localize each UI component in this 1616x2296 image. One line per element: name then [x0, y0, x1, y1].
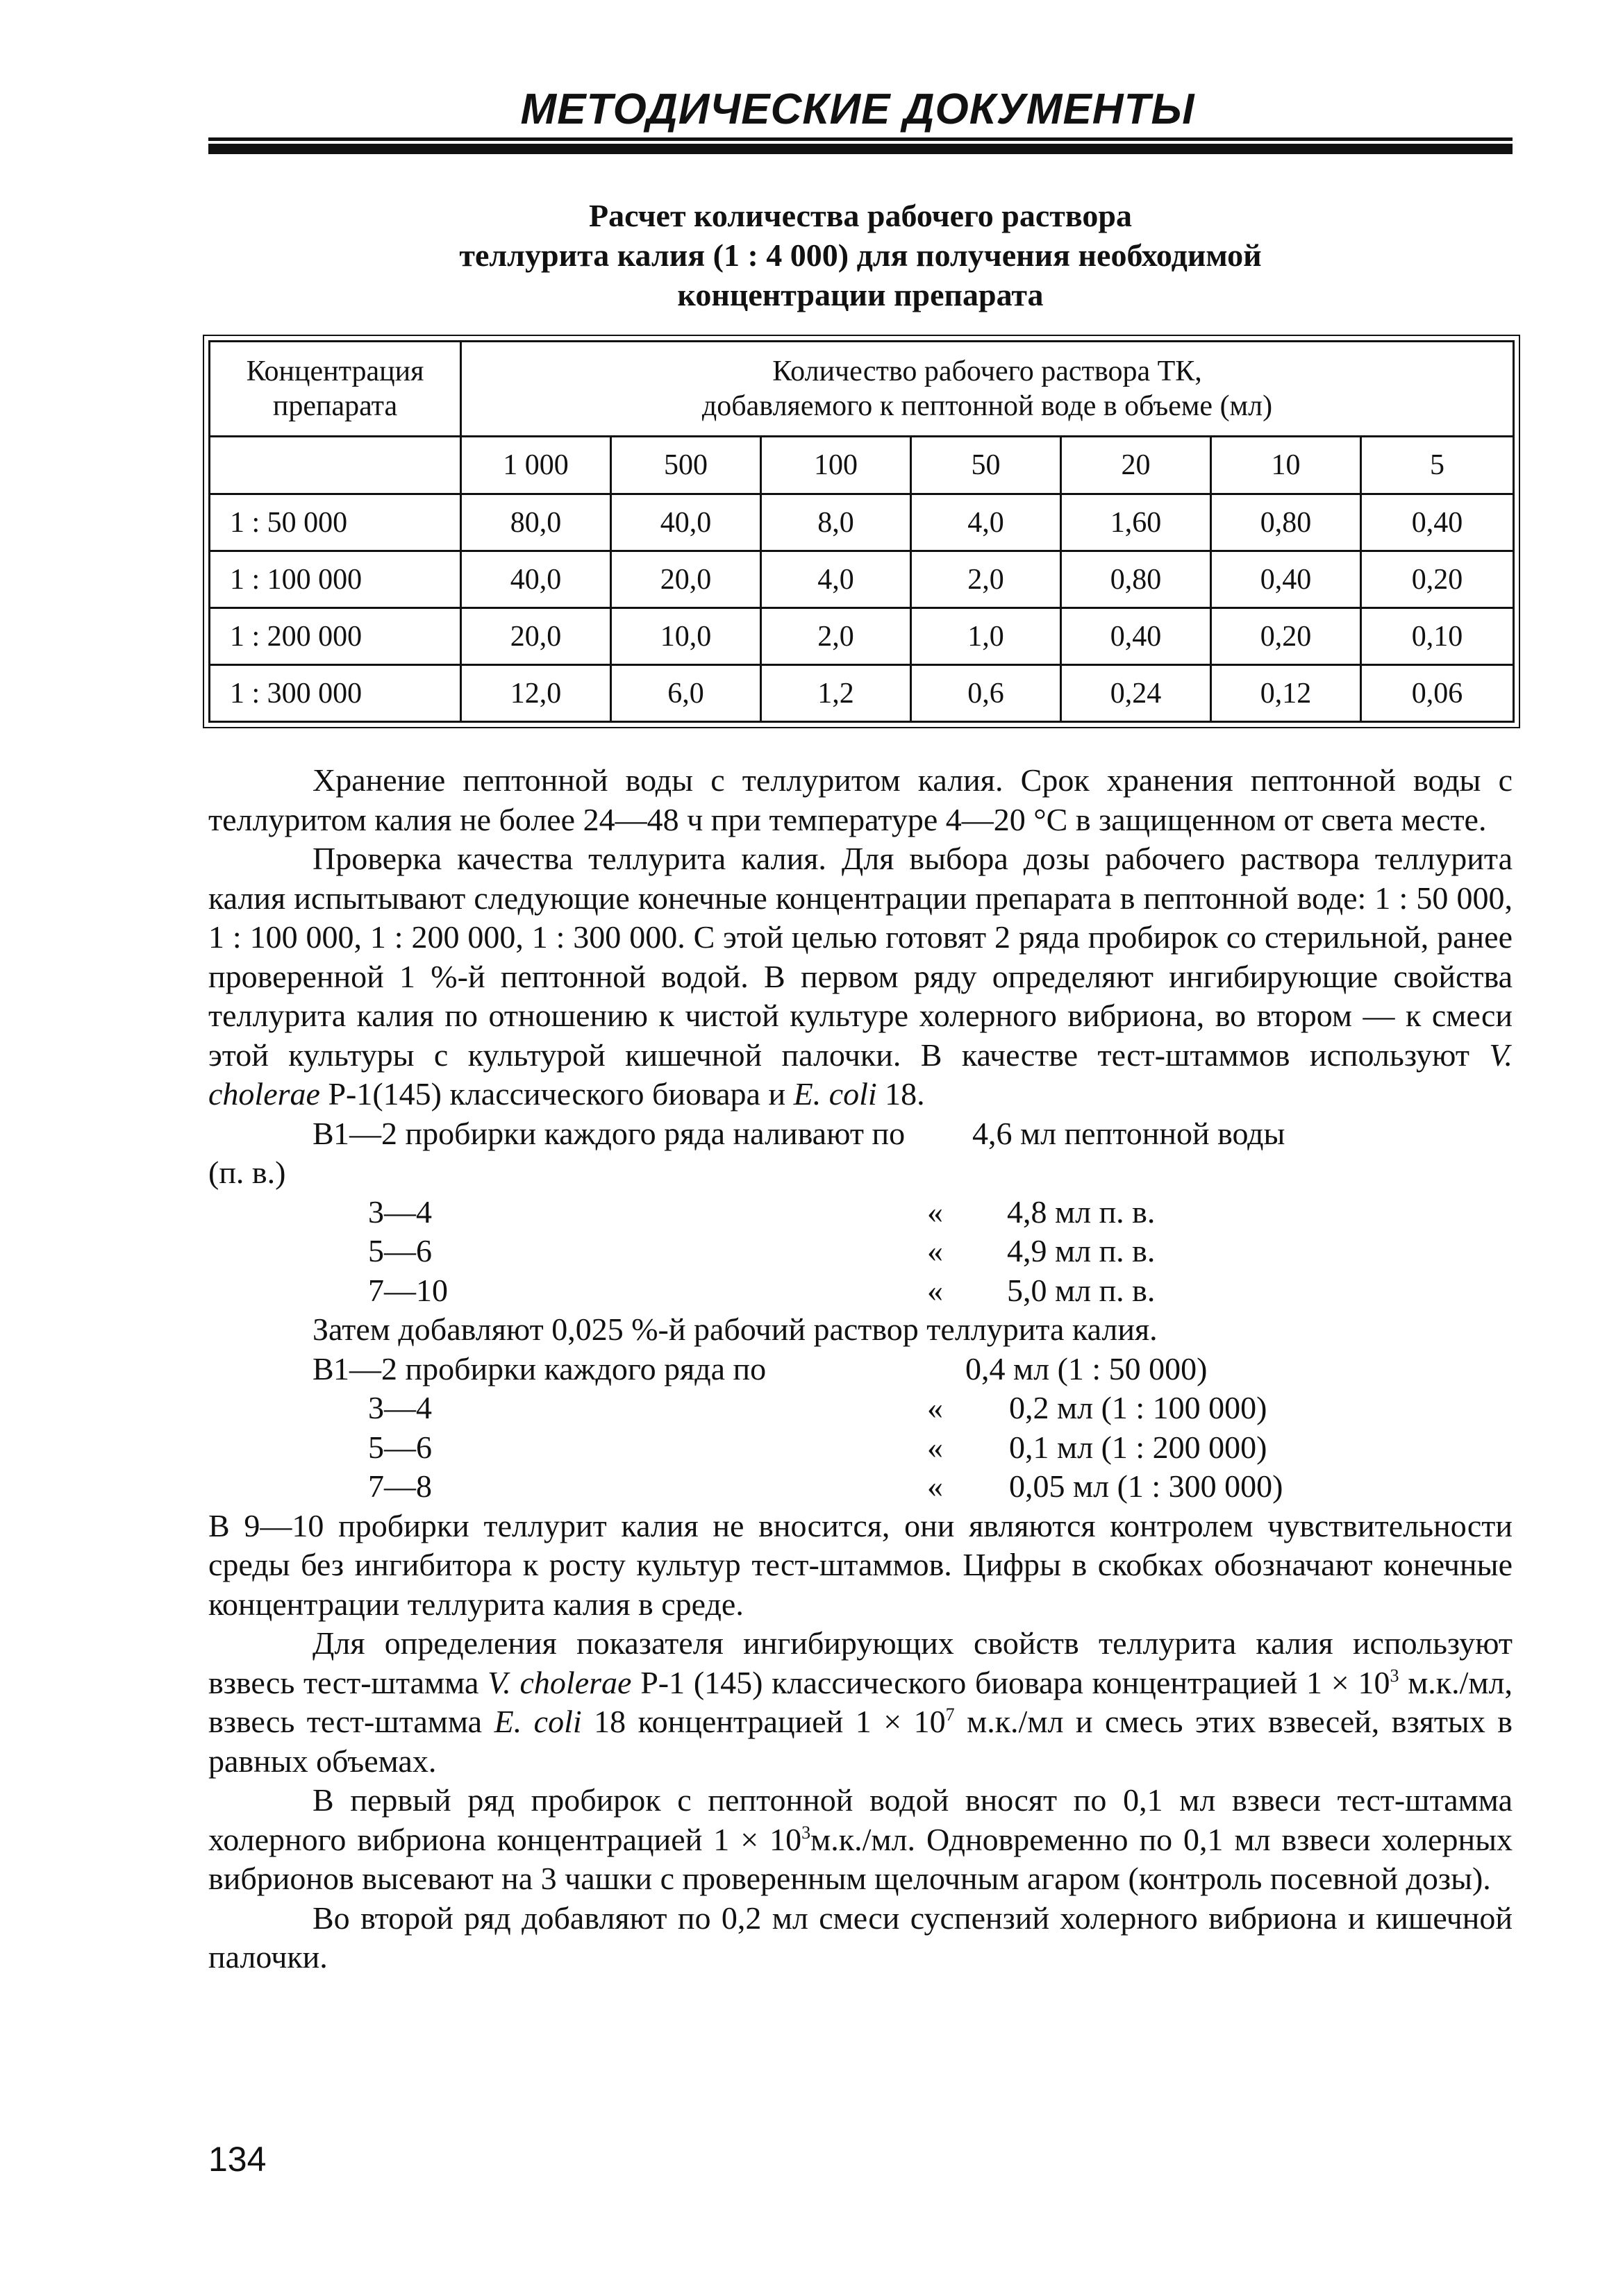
row-label: 1 : 200 000 — [210, 608, 461, 665]
header-concentration: Концентрация препарата — [210, 342, 461, 437]
value-cell: 0,06 — [1361, 665, 1514, 722]
table-caption-line: концентрации препарата — [677, 277, 1044, 312]
value-cell: 2,0 — [911, 551, 1061, 608]
table-caption — [208, 196, 1513, 315]
paragraph-first-row: В первый ряд пробирок с пептонной водой вносят по 0,1 мл взвеси тест-штамма холерного вибриона концентрацией $1 \times 10^3м.к./мл$. Одновременно по 0,1 мл взвеси холерных вибрионов высевают на 3 чашки с проверенным щелочным агаром (контроль посевной дозы). — [208, 1782, 1513, 1896]
paragraph-storage: Хранение пептонной воды с теллуритом калия. Срок хранения пептонной воды с теллуритом калия не более 24—48 ч при температуре 4—20 °С в защищенном от света месте. — [208, 762, 1513, 837]
value-cell: 6,0 — [611, 665, 761, 722]
schedule-row: 5—6 « 4,9 мл п. в. — [368, 1233, 1156, 1268]
table-row — [210, 494, 1514, 551]
paragraph-quality-check: Проверка качества теллурита калия. Для выбора дозы рабочего раствора теллурита калия испытывают следующие конечные концентрации препарата в пептонной воде: 1 : 50 000, 1 : 100 000, 1 : 200 000, 1 : 300 000. С этой целью готовят 2 ряда пробирок со стерильной, ранее проверенной 1 %-й пептонной водой. В первом ряду определяют ингибирующие свойства теллурита калия по отношению к чистой культуре холерного вибриона, во втором — к смеси этой культуры с культурой кишечной палочки. В качестве тест-штаммов используют V. cholerae Р-1(145) классического биовара и E. coli 18. — [208, 841, 1513, 1112]
value-cell: 2,0 — [761, 608, 911, 665]
value-cell: 0,20 — [1211, 608, 1361, 665]
value-cell: 0,80 — [1211, 494, 1361, 551]
value-cell: 80,0 — [461, 494, 611, 551]
table-row — [210, 665, 1514, 722]
table-caption-line: теллурита калия (1 : 4 000) для получения необходимой — [459, 237, 1262, 273]
value-cell: 40,0 — [611, 494, 761, 551]
schedule-row: 7—10 « 5,0 мл п. в. — [368, 1272, 1156, 1308]
volume-header-row — [210, 437, 1514, 494]
value-cell: 40,0 — [461, 551, 611, 608]
paragraph-second-row: Во второй ряд добавляют по 0,2 мл смеси суспензий холерного вибриона и кишечной палочки. — [208, 1900, 1513, 1975]
header-volume-group: Количество рабочего раствора ТК, добавляемого к пептонной воде в объеме (мл) — [461, 342, 1514, 437]
table-row — [210, 551, 1514, 608]
schedule-row: 3—4 « 4,8 мл п. в. — [368, 1193, 1156, 1230]
row-label: 1 : 100 000 — [210, 551, 461, 608]
value-cell: 20,0 — [611, 551, 761, 608]
value-cell: 1,2 — [761, 665, 911, 722]
header-rule-thick — [208, 144, 1513, 154]
header-rule-thin — [208, 137, 1513, 141]
value-cell: 0,10 — [1361, 608, 1514, 665]
value-cell: 0,20 — [1361, 551, 1514, 608]
volume-cell: 100 — [761, 437, 911, 494]
volume-cell: 500 — [611, 437, 761, 494]
peptone-abbreviation: (п. в.) — [208, 1155, 286, 1190]
value-cell: 0,40 — [1061, 608, 1211, 665]
table-row — [210, 608, 1514, 665]
value-cell: 0,40 — [1211, 551, 1361, 608]
row-label: 1 : 50 000 — [210, 494, 461, 551]
volume-cell: 10 — [1211, 437, 1361, 494]
body-text — [208, 761, 1513, 1977]
table-header-row — [210, 342, 1514, 437]
volume-cell: 1 000 — [461, 437, 611, 494]
value-cell: 0,24 — [1061, 665, 1211, 722]
paragraph-suspension: Для определения показателя ингибирующих свойств теллурита калия используют взвесь тест-штамма V. cholerae Р-1 (145) классического биовара концентрацией $1 \times 10^3$ м.к./мл, взвесь тест-штамма E. coli 18 концентрацией $1 \times 10^7$ м.к./мл и смесь этих взвесей, взятых в равных объемах. — [208, 1625, 1513, 1779]
value-cell: 8,0 — [761, 494, 911, 551]
value-cell: 4,0 — [761, 551, 911, 608]
value-cell: 0,80 — [1061, 551, 1211, 608]
volume-cell: 20 — [1061, 437, 1211, 494]
value-cell: 0,6 — [911, 665, 1061, 722]
paragraph-control: В 9—10 пробирки теллурит калия не вносится, они являются контролем чувствительности среды без ингибитора к росту культур тест-штаммов. Цифры в скобках обозначают конечные концентрации теллурита калия в среде. — [208, 1507, 1513, 1622]
schedule-row: 7—8 « 0,05 мл (1 : 300 000) — [368, 1468, 1283, 1504]
volume-cell: 5 — [1361, 437, 1514, 494]
empty-cell — [210, 437, 461, 494]
tellurite-schedule-first-row: В 1—2 пробирки каждого ряда по 0,4 мл (1 : 50 000) — [313, 1350, 1208, 1386]
schedule-row: 3—4 « 0,2 мл (1 : 100 000) — [368, 1390, 1267, 1425]
row-label: 1 : 300 000 — [210, 665, 461, 722]
value-cell: 12,0 — [461, 665, 611, 722]
running-header-title: МЕТОДИЧЕСКИЕ ДОКУМЕНТЫ — [520, 85, 1195, 133]
then-add-line: Затем добавляют 0,025 %-й рабочий раствор теллурита калия. — [313, 1312, 1158, 1347]
value-cell: 0,12 — [1211, 665, 1361, 722]
schedule-row: 5—6 « 0,1 мл (1 : 200 000) — [368, 1429, 1267, 1465]
value-cell: 1,0 — [911, 608, 1061, 665]
value-cell: 1,60 — [1061, 494, 1211, 551]
value-cell: 0,40 — [1361, 494, 1514, 551]
value-cell: 10,0 — [611, 608, 761, 665]
volume-cell: 50 — [911, 437, 1061, 494]
value-cell: 20,0 — [461, 608, 611, 665]
page-number: 134 — [208, 2140, 267, 2179]
dosage-table — [208, 340, 1515, 723]
peptone-schedule-first-row: В 1—2 пробирки каждого ряда наливают по 4,6 мл пептонной воды — [313, 1115, 1285, 1151]
table-caption-line: Расчет количества рабочего раствора — [588, 198, 1133, 233]
value-cell: 4,0 — [911, 494, 1061, 551]
